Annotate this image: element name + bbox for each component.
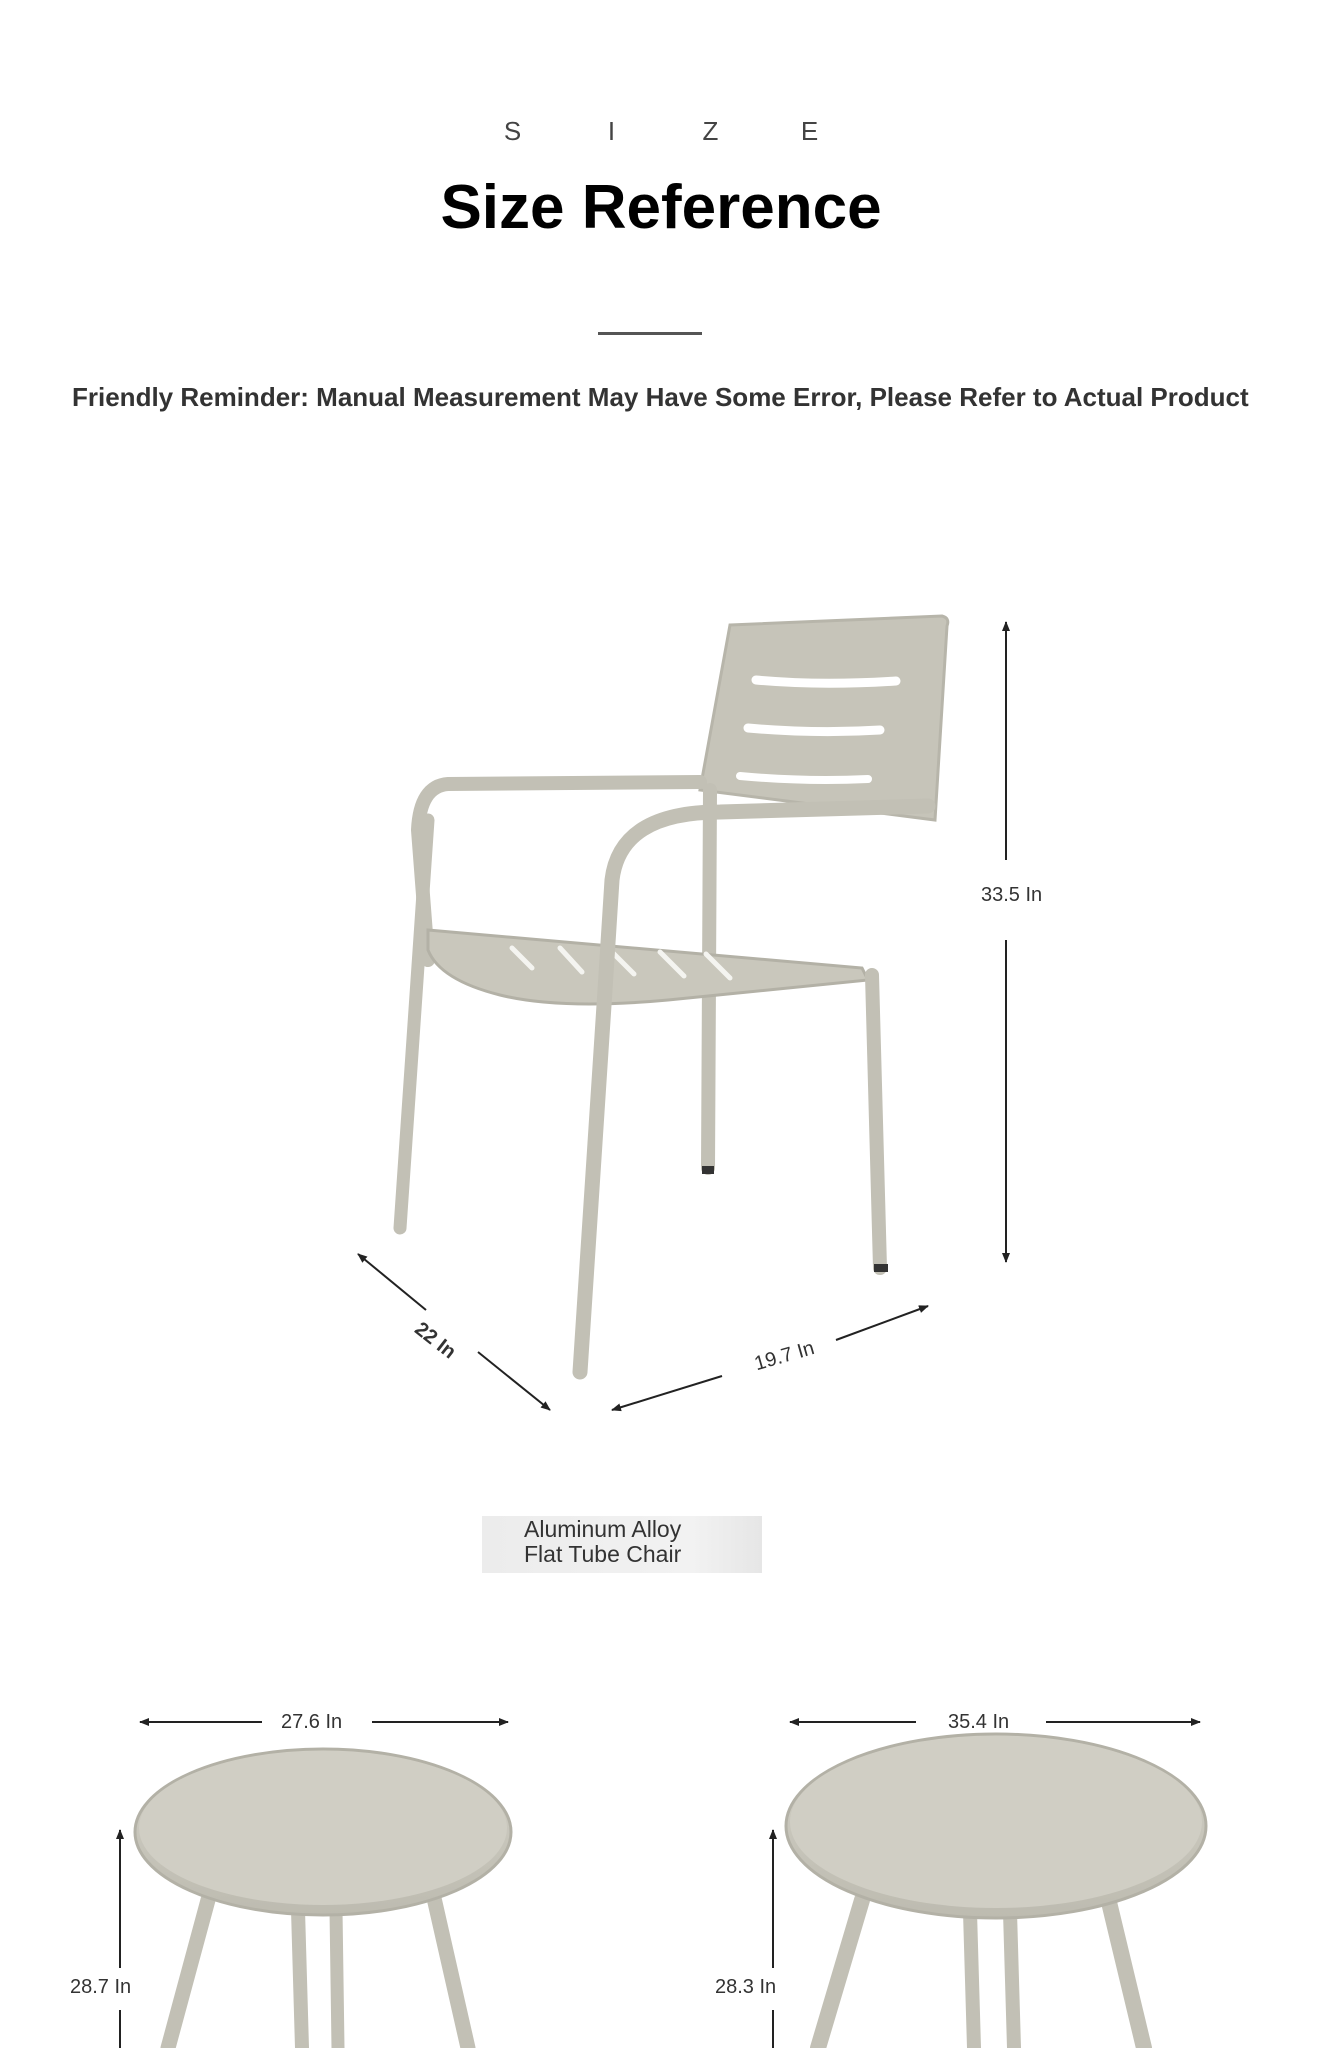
chair-depth-label: 22 In [410,1318,460,1364]
large-table-width-label: 35.4 In [948,1711,1010,1733]
page-title: Size Reference [440,173,882,242]
small-table-width-label: 27.6 In [281,1711,343,1733]
chair-caption-line-1: Aluminum Alloy [524,1516,682,1542]
small-table-illustration [135,1749,511,2048]
eyebrow-letter: Z [702,116,719,146]
large-table-height-label: 28.3 In [715,1976,777,1998]
chair-depth-arrow [358,1254,550,1410]
eyebrow-letter: S [503,116,522,146]
chair-illustration [400,616,948,1372]
small-table-height-label: 28.7 In [70,1976,132,1998]
measurement-reminder: Friendly Reminder: Manual Measurement May Have Some Error, Please Refer to Actual Product [72,382,1249,412]
chair-width-label: 19.7 In [752,1337,817,1376]
chair-height-label: 33.5 In [981,884,1043,906]
large-table-illustration [786,1734,1206,2048]
eyebrow-letter: I [607,116,616,146]
chair-caption [524,1517,681,1567]
eyebrow-letter: E [800,116,819,146]
chair-caption-line-2: Flat Tube Chair [524,1541,682,1567]
